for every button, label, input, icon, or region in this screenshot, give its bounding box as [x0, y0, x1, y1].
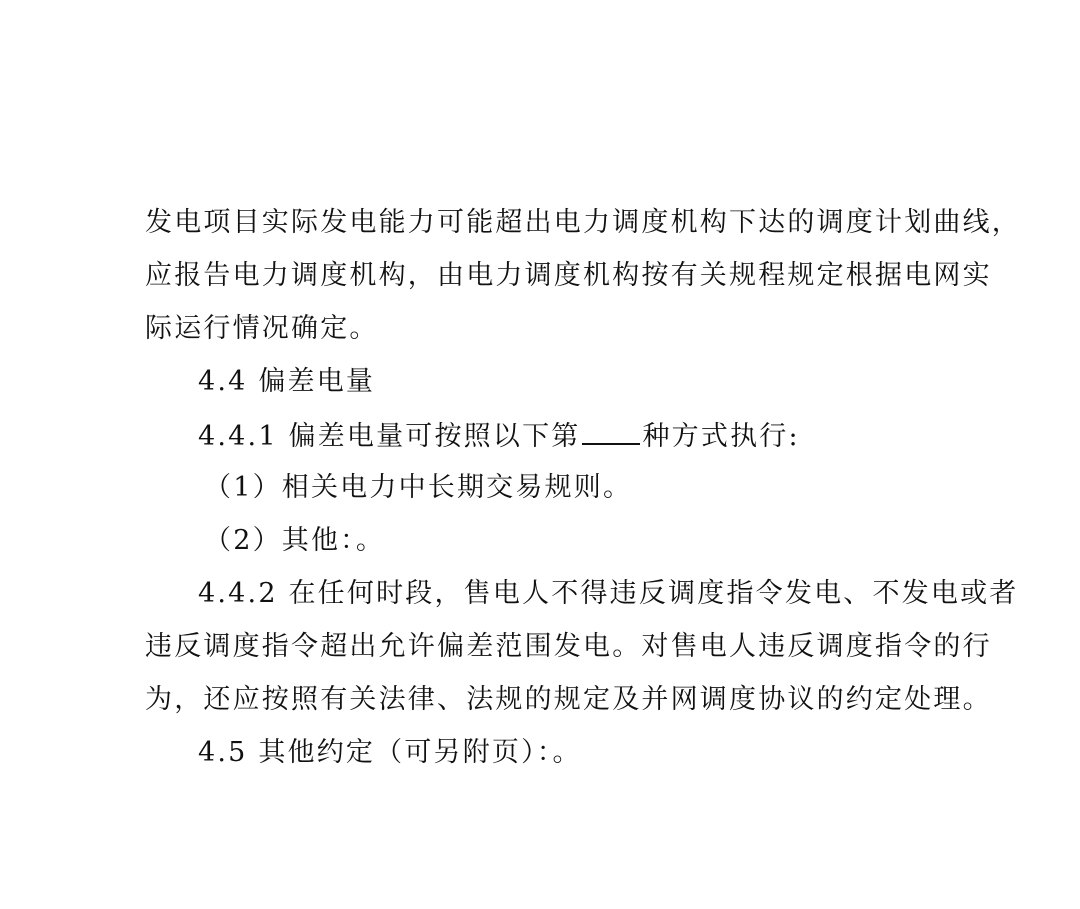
option-1: （1）相关电力中长期交易规则。 — [204, 472, 633, 503]
clause-4-4-1-suffix: 种方式执行: — [642, 421, 800, 452]
clause-4-4-1 — [0, 417, 1080, 455]
paragraph-line: 违反调度指令超出允许偏差范围发电。对售电人违反调度指令的行 — [145, 631, 992, 662]
section-heading-4-5: 4.5 其他约定（可另附页）：。 — [198, 737, 582, 768]
section-heading-4-4: 4.4 偏差电量 — [198, 366, 376, 397]
paragraph-line: 发电项目实际发电能力可能超出电力调度机构下达的调度计划曲线， — [145, 207, 1021, 238]
paragraph-line: 际运行情况确定。 — [145, 313, 379, 344]
fill-in-blank — [582, 417, 640, 445]
option-2: （2）其他：。 — [204, 525, 386, 556]
clause-4-4-2: 4.4.2 在任何时段，售电人不得违反调度指令发电、不发电或者 — [198, 578, 1019, 609]
clause-4-4-1-text: 4.4.1 偏差电量可按照以下第 — [198, 421, 581, 452]
paragraph-line: 为，还应按照有关法律、法规的规定及并网调度协议的约定处理。 — [145, 684, 992, 715]
paragraph-line: 应报告电力调度机构，由电力调度机构按有关规程规定根据电网实 — [145, 260, 992, 291]
